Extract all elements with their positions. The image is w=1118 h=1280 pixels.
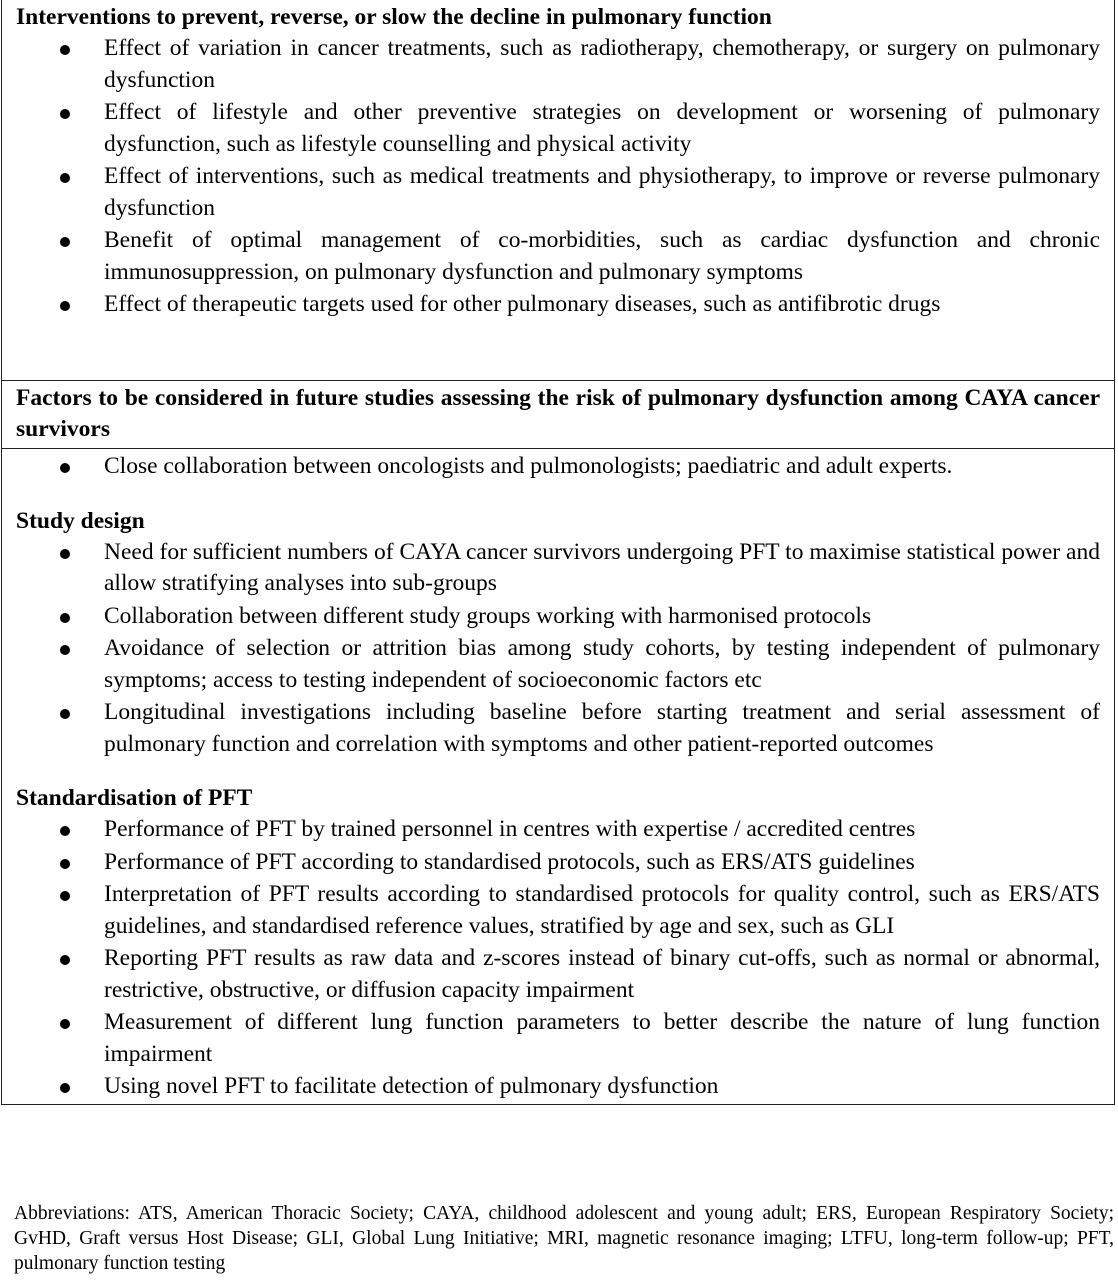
factors-section: [2, 449, 1114, 1103]
bullet-icon: [60, 45, 70, 55]
bullet-icon: [60, 109, 70, 119]
list-item: Performance of PFT by trained personnel in centres with expertise / accredited centres: [16, 814, 1100, 846]
interventions-section: [2, 0, 1114, 381]
list-item: Effect of variation in cancer treatments, such as radiotherapy, chemotherapy, or surgery on pulmonary dysfunction: [16, 33, 1100, 96]
bullet-icon: [60, 549, 70, 559]
bullet-icon: [60, 1019, 70, 1029]
bullet-icon: [60, 1083, 70, 1093]
bullet-icon: [60, 826, 70, 836]
bullet-icon: [60, 709, 70, 719]
interventions-heading: Interventions to prevent, reverse, or slow the decline in pulmonary function: [16, 4, 772, 30]
factors-heading: Factors to be considered in future studies assessing the risk of pulmonary dysfunction among CAYA cancer survivors: [16, 385, 1100, 442]
list-item: Benefit of optimal management of co-morbidities, such as cardiac dysfunction and chronic immunosuppression, on pulmonary dysfunction and pulmonary symptoms: [16, 225, 1100, 288]
bullet-icon: [60, 463, 70, 473]
list-item: Measurement of different lung function parameters to better describe the nature of lung function impairment: [16, 1007, 1100, 1070]
list-item: Avoidance of selection or attrition bias among study cohorts, by testing independent of pulmonary symptoms; access to testing independent of socioeconomic factors etc: [16, 633, 1100, 696]
bullet-icon: [60, 237, 70, 247]
list-item: Reporting PFT results as raw data and z-scores instead of binary cut-offs, such as normal or abnormal, restrictive, obstructive, or diffusion capacity impairment: [16, 943, 1100, 1006]
bullet-icon: [60, 645, 70, 655]
study-design-heading: Study design: [16, 507, 145, 534]
bullet-icon: [60, 613, 70, 623]
list-item: Need for sufficient numbers of CAYA cancer survivors undergoing PFT to maximise statistical power and allow stratifying analyses into sub-groups: [16, 537, 1100, 600]
list-item: Effect of interventions, such as medical treatments and physiotherapy, to improve or reverse pulmonary dysfunction: [16, 161, 1100, 224]
bullet-icon: [60, 955, 70, 965]
bullet-icon: [60, 859, 70, 869]
list-item: Performance of PFT according to standardised protocols, such as ERS/ATS guidelines: [16, 847, 1100, 879]
abbreviations-footnote: Abbreviations: ATS, American Thoracic Society; CAYA, childhood adolescent and young adult; ERS, European Respiratory Society; GvHD, Graft versus Host Disease; GLI, Global Lung Initiative; MRI, magnetic resonance imaging; LTFU, long-term follow-up; PFT, pulmonary function testing: [14, 1203, 1114, 1274]
list-item: Effect of therapeutic targets used for other pulmonary diseases, such as antifibrotic drugs: [16, 289, 1100, 321]
collaboration-list: [16, 451, 1100, 483]
standardisation-list: [16, 814, 1100, 1103]
spacer: [16, 761, 1100, 783]
list-item: Effect of lifestyle and other preventive strategies on development or worsening of pulmonary dysfunction, such as lifestyle counselling and physical activity: [16, 97, 1100, 160]
recommendations-table: [1, 0, 1115, 1105]
standardisation-heading: Standardisation of PFT: [16, 785, 253, 811]
study-design-list: [16, 537, 1100, 761]
list-item: Using novel PFT to facilitate detection of pulmonary dysfunction: [16, 1071, 1100, 1103]
bullet-icon: [60, 301, 70, 311]
list-item: Interpretation of PFT results according to standardised protocols for quality control, such as ERS/ATS guidelines, and standardised reference values, stratified by age and sex, such as GLI: [16, 879, 1100, 942]
list-item: Longitudinal investigations including baseline before starting treatment and serial assessment of pulmonary function and correlation with symptoms and other patient-reported outcomes: [16, 697, 1100, 760]
list-item: Close collaboration between oncologists and pulmonologists; paediatric and adult experts.: [16, 451, 1100, 483]
spacer: [16, 484, 1100, 506]
bullet-icon: [60, 173, 70, 183]
interventions-list: [16, 33, 1100, 321]
bullet-icon: [60, 891, 70, 901]
factors-heading-row: [2, 381, 1114, 449]
list-item: Collaboration between different study groups working with harmonised protocols: [16, 601, 1100, 633]
